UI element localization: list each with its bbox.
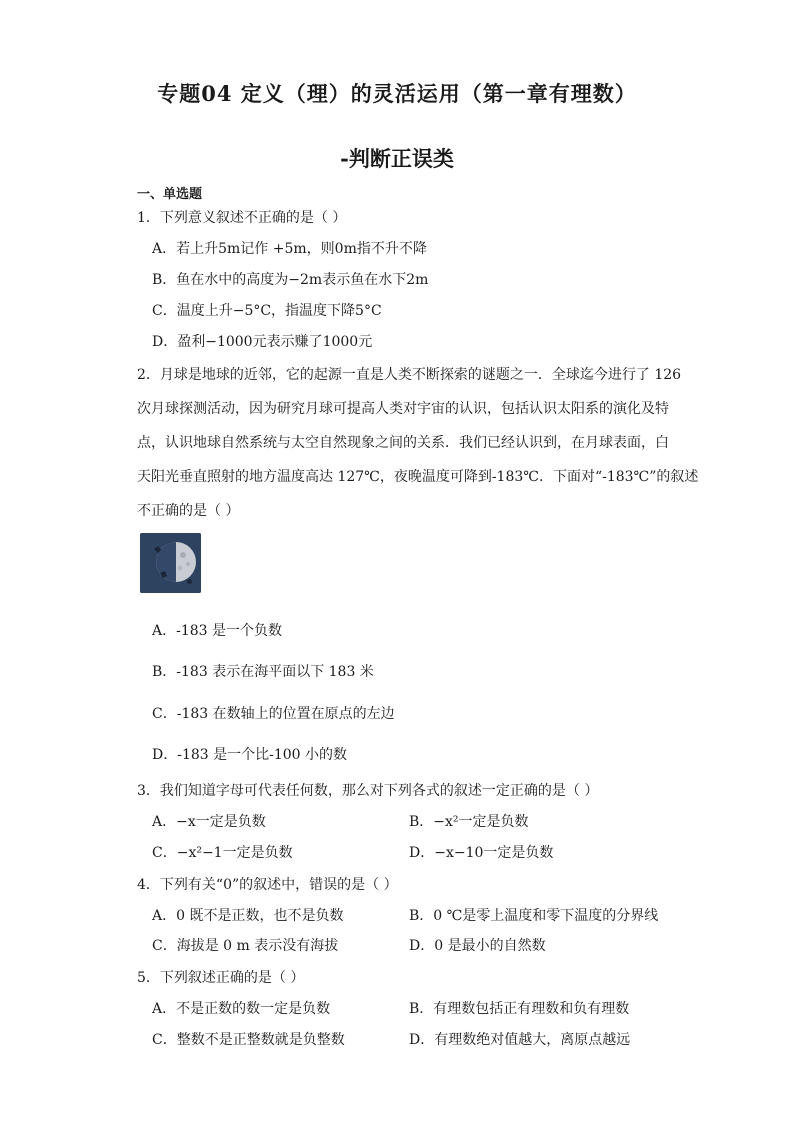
page-title: 专题04 定义（理）的灵活运用（第一章有理数） xyxy=(157,81,637,106)
question-5-option-a[interactable]: A．不是正数的数一定是负数 xyxy=(152,1001,331,1017)
question-2-stem-line-3: 点，认识地球自然系统与太空自然现象之间的关系．我们已经认识到，在月球表面，白 xyxy=(137,435,669,451)
question-2-stem-line-2: 次月球探测活动，因为研究月球可提高人类对宇宙的认识，包括认识太阳系的演化及特 xyxy=(137,401,669,417)
page-subtitle: -判断正误类 xyxy=(340,146,454,171)
question-4-option-c[interactable]: C．海拔是 0 m 表示没有海拔 xyxy=(152,938,339,954)
question-4-stem: 4．下列有关“0”的叙述中，错误的是（ ） xyxy=(137,877,398,893)
question-4-option-d[interactable]: D．0 是最小的自然数 xyxy=(409,938,546,954)
moon-image xyxy=(140,533,201,593)
question-3-option-b[interactable]: B．−x²一定是负数 xyxy=(409,814,529,830)
question-3-option-d[interactable]: D．−x−10一定是负数 xyxy=(409,845,554,861)
question-5-option-c[interactable]: C．整数不是正整数就是负整数 xyxy=(152,1032,345,1048)
question-2-option-a[interactable]: A．-183 是一个负数 xyxy=(152,623,283,639)
question-1-option-b[interactable]: B．鱼在水中的高度为−2m表示鱼在水下2m xyxy=(152,272,429,288)
question-5-option-b[interactable]: B．有理数包括正有理数和负有理数 xyxy=(409,1001,630,1017)
question-2-option-b[interactable]: B．-183 表示在海平面以下 183 米 xyxy=(152,664,374,680)
question-5-option-d[interactable]: D．有理数绝对值越大，离原点越远 xyxy=(409,1032,631,1048)
question-5-stem: 5．下列叙述正确的是（ ） xyxy=(137,970,305,986)
question-3-option-c[interactable]: C．−x²−1一定是负数 xyxy=(152,845,293,861)
question-2-stem-line-4: 天阳光垂直照射的地方温度高达 127℃，夜晚温度可降到-183℃．下面对“-183℃”的叙述 xyxy=(137,469,699,485)
question-1-option-a[interactable]: A．若上升5m记作 +5m，则0m指不升不降 xyxy=(152,241,427,257)
question-1-stem: 1．下列意义叙述不正确的是（ ） xyxy=(137,210,347,226)
question-2-option-d[interactable]: D．-183 是一个比-100 小的数 xyxy=(152,747,348,763)
question-4-option-a[interactable]: A．0 既不是正数，也不是负数 xyxy=(152,908,344,924)
question-4-option-b[interactable]: B．0 ℃是零上温度和零下温度的分界线 xyxy=(409,908,659,924)
question-3-option-a[interactable]: A．−x一定是负数 xyxy=(152,814,266,830)
question-3-stem: 3．我们知道字母可代表任何数，那么对下列各式的叙述一定正确的是（ ） xyxy=(137,783,599,799)
question-2-stem-line-1: 2．月球是地球的近邻，它的起源一直是人类不断探索的谜题之一．全球迄今进行了 126 xyxy=(137,367,682,383)
question-2-stem-line-5: 不正确的是（ ） xyxy=(137,503,240,519)
question-1-option-d[interactable]: D．盈利−1000元表示赚了1000元 xyxy=(152,334,373,350)
question-1-option-c[interactable]: C．温度上升−5°C，指温度下降5°C xyxy=(152,303,382,319)
question-2-option-c[interactable]: C．-183 在数轴上的位置在原点的左边 xyxy=(152,706,395,722)
section-heading: 一、单选题 xyxy=(137,187,203,202)
